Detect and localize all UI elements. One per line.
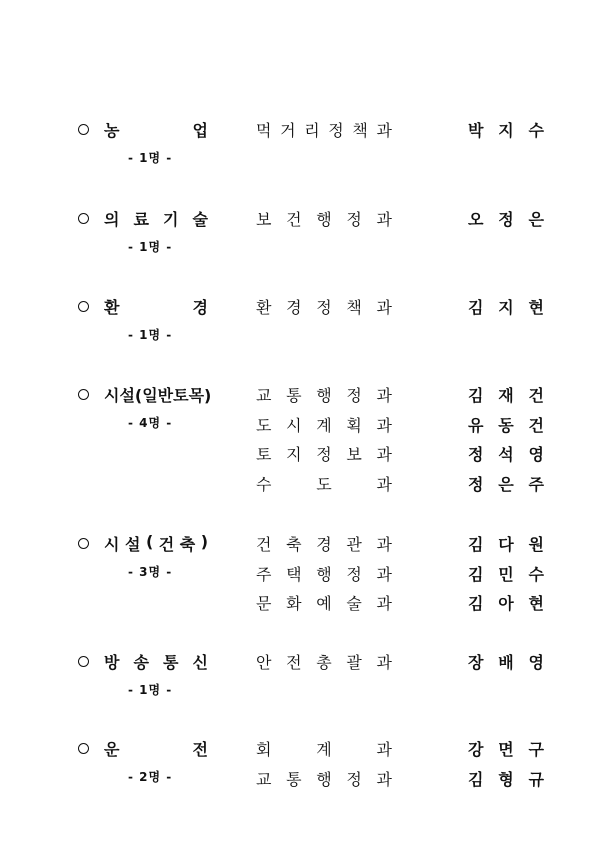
category-name-char: 전 (192, 740, 208, 759)
person-name (468, 737, 544, 760)
person-name-char: 지 (498, 298, 514, 317)
category-name-char: 설 (124, 535, 141, 554)
department-name (256, 737, 392, 760)
person-name-char: 면 (498, 740, 514, 759)
person-name-char: 김 (468, 769, 484, 789)
department-name (256, 383, 392, 406)
department-name-char: 과 (376, 298, 392, 317)
category-name-char: ) (200, 532, 208, 551)
person-name-char: 정 (468, 474, 484, 494)
category-name (104, 737, 208, 760)
person-name (468, 442, 544, 465)
headcount-label: - 1명 - (128, 151, 173, 165)
department-name-char: 정 (346, 210, 362, 229)
person-name-char: 유 (468, 415, 484, 435)
person-name (468, 413, 544, 436)
department-name-char: 택 (286, 564, 302, 584)
person-name-char: 다 (498, 535, 514, 554)
department-name (256, 295, 392, 318)
person-name-char: 오 (468, 210, 484, 229)
category-name-char: 송 (133, 653, 149, 672)
department-name-char: 정 (346, 386, 362, 405)
department-name-char: 전 (286, 653, 302, 672)
department-name-char: 리 (304, 121, 320, 140)
department-name-char: 계 (316, 740, 332, 759)
category-name-char: 건 (158, 535, 175, 554)
person-name (468, 591, 544, 614)
department-name (256, 767, 392, 790)
department-name-char: 과 (376, 740, 392, 759)
department-name-char: 과 (376, 210, 392, 229)
person-name-char: 은 (498, 474, 514, 494)
category-name (104, 295, 208, 318)
headcount-label: - 1명 - (128, 328, 173, 342)
person-name-char: 장 (468, 653, 484, 672)
category-name-char: ( (145, 532, 154, 551)
department-name-char: 관 (346, 535, 362, 554)
department-name-char: 거 (280, 121, 296, 140)
department-name-char: 책 (346, 298, 362, 317)
department-name-char: 먹 (256, 121, 272, 140)
bullet-circle-icon (78, 538, 89, 549)
person-name (468, 118, 544, 141)
department-name-char: 정 (346, 564, 362, 584)
person-name (468, 207, 544, 230)
category-name-char: 경 (192, 298, 208, 317)
department-name-char: 시 (286, 415, 302, 435)
department-name-char: 정 (316, 298, 332, 317)
person-name-char: 배 (498, 653, 514, 672)
category-name-char: 농 (104, 121, 120, 140)
department-name-char: 행 (316, 210, 332, 229)
department-name (256, 532, 392, 555)
department-name-char: 교 (256, 769, 272, 789)
department-name-char: 경 (316, 535, 332, 554)
person-name-char: 구 (528, 740, 544, 759)
person-name (468, 562, 544, 585)
person-name (468, 295, 544, 318)
person-name-char: 김 (468, 564, 484, 584)
person-name-char: 영 (528, 653, 544, 672)
category-name-char: 시 (104, 535, 120, 554)
person-name-char: 김 (468, 594, 484, 613)
department-name (256, 650, 392, 673)
bullet-circle-icon (78, 301, 89, 312)
department-name-char: 과 (376, 594, 392, 613)
department-name-char: 과 (376, 415, 392, 435)
department-name-char: 과 (376, 769, 392, 789)
headcount-label: - 1명 - (128, 240, 173, 254)
department-name-char: 정 (346, 769, 362, 789)
department-name (256, 118, 392, 141)
department-name-char: 과 (376, 564, 392, 584)
person-name-char: 민 (498, 564, 514, 584)
department-name-char: 정 (316, 445, 332, 464)
person-name-char: 김 (468, 535, 484, 554)
person-name-char: 석 (498, 445, 514, 464)
category-name-char: 업 (192, 121, 208, 140)
department-name-char: 과 (376, 386, 392, 405)
person-name (468, 767, 544, 790)
category-name-char: 축 (179, 535, 196, 554)
person-name-char: 건 (528, 386, 544, 405)
person-name-char: 규 (528, 769, 544, 789)
department-name-char: 과 (376, 445, 392, 464)
person-name-char: 주 (528, 474, 544, 494)
department-name-char: 회 (256, 740, 272, 759)
bullet-circle-icon (78, 656, 89, 667)
department-name-char: 술 (346, 594, 362, 613)
person-name-char: 정 (498, 210, 514, 229)
department-name-char: 행 (316, 386, 332, 405)
person-name-char: 원 (528, 535, 544, 554)
department-name-char: 책 (352, 121, 368, 140)
person-name-char: 영 (528, 445, 544, 464)
department-name-char: 보 (346, 445, 362, 464)
department-name-char: 총 (316, 653, 332, 672)
department-name-char: 과 (376, 653, 392, 672)
department-name-char: 축 (286, 535, 302, 554)
department-name (256, 207, 392, 230)
department-name-char: 행 (316, 564, 332, 584)
department-name-char: 과 (376, 535, 392, 554)
person-name-char: 김 (468, 386, 484, 405)
person-name-char: 현 (528, 298, 544, 317)
bullet-circle-icon (78, 213, 89, 224)
person-name-char: 박 (468, 121, 484, 140)
bullet-circle-icon (78, 743, 89, 754)
bullet-circle-icon (78, 124, 89, 135)
department-name-char: 정 (328, 121, 344, 140)
headcount-label: - 2명 - (128, 770, 173, 784)
person-name (468, 383, 544, 406)
person-name-char: 김 (468, 298, 484, 317)
department-name-char: 행 (316, 769, 332, 789)
category-name-char: 방 (104, 653, 120, 672)
person-name-char: 동 (498, 415, 514, 435)
category-name (104, 383, 212, 406)
category-name (104, 532, 208, 555)
department-name-char: 보 (256, 210, 272, 229)
department-name-char: 화 (286, 594, 302, 613)
person-name-char: 수 (528, 564, 544, 584)
person-name-char: 현 (528, 594, 544, 613)
department-name-char: 건 (286, 210, 302, 229)
person-name-char: 지 (498, 121, 514, 140)
person-name (468, 650, 544, 673)
category-name (104, 207, 208, 230)
headcount-label: - 3명 - (128, 565, 173, 579)
person-name (468, 532, 544, 555)
category-name-char: 환 (104, 298, 120, 317)
department-name (256, 413, 392, 436)
department-name (256, 562, 392, 585)
person-name (468, 472, 544, 495)
department-name-char: 예 (316, 594, 332, 613)
department-name-char: 도 (316, 474, 332, 494)
category-name-char: 료 (133, 210, 149, 229)
category-name (104, 650, 208, 673)
category-name-char: 기 (163, 210, 179, 229)
category-name-char: 시설(일반토목) (104, 386, 212, 405)
department-name-char: 획 (346, 415, 362, 435)
person-name-char: 재 (498, 386, 514, 405)
person-name-char: 건 (528, 415, 544, 435)
headcount-label: - 4명 - (128, 416, 173, 430)
department-name-char: 계 (316, 415, 332, 435)
person-name-char: 수 (528, 121, 544, 140)
person-name-char: 아 (498, 594, 514, 613)
person-name-char: 정 (468, 445, 484, 464)
bullet-circle-icon (78, 389, 89, 400)
department-name-char: 건 (256, 535, 272, 554)
category-name-char: 의 (104, 210, 120, 229)
headcount-label: - 1명 - (128, 683, 173, 697)
department-name-char: 주 (256, 564, 272, 584)
department-name-char: 교 (256, 386, 272, 405)
department-name-char: 도 (256, 415, 272, 435)
category-name-char: 신 (192, 653, 208, 672)
department-name-char: 문 (256, 594, 272, 613)
person-name-char: 강 (468, 740, 484, 759)
department-name-char: 환 (256, 298, 272, 317)
department-name-char: 경 (286, 298, 302, 317)
category-name-char: 통 (163, 653, 179, 672)
person-name-char: 형 (498, 769, 514, 789)
category-name-char: 술 (192, 210, 208, 229)
department-name-char: 과 (376, 121, 392, 140)
department-name-char: 수 (256, 474, 272, 494)
category-name (104, 118, 208, 141)
department-name-char: 과 (376, 474, 392, 494)
department-name (256, 442, 392, 465)
department-name-char: 괄 (346, 653, 362, 672)
department-name-char: 지 (286, 445, 302, 464)
person-name-char: 은 (528, 210, 544, 229)
department-name-char: 통 (286, 769, 302, 789)
category-name-char: 운 (104, 740, 120, 759)
department-name-char: 통 (286, 386, 302, 405)
department-name-char: 안 (256, 653, 272, 672)
department-name-char: 토 (256, 445, 272, 464)
department-name (256, 591, 392, 614)
department-name (256, 472, 392, 495)
